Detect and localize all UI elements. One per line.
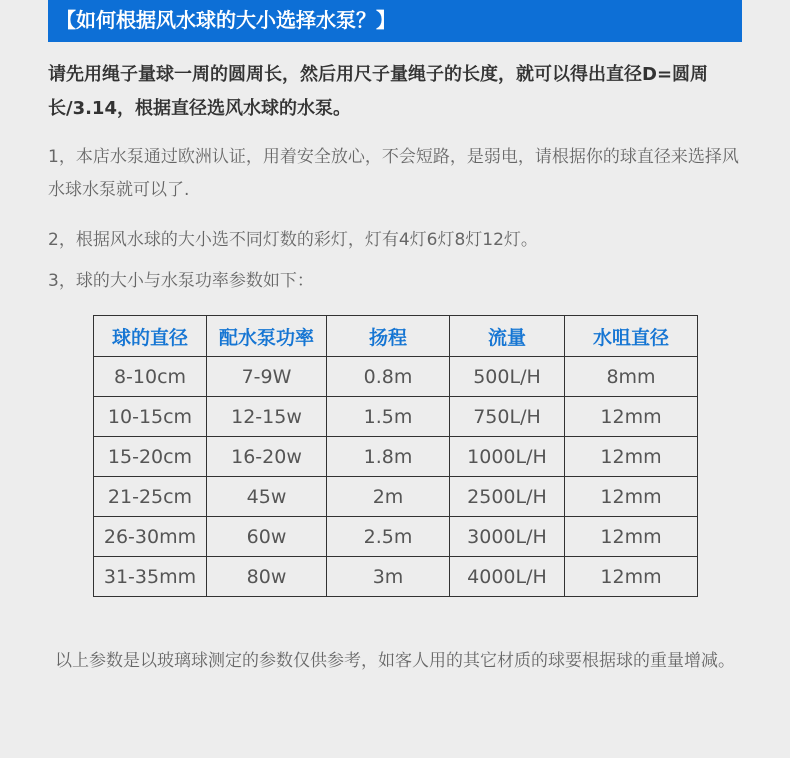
cell-lift-height: 2m <box>327 477 450 517</box>
cell-pump-power: 12-15w <box>207 397 327 437</box>
cell-lift-height: 2.5m <box>327 517 450 557</box>
cell-nozzle-diameter: 8mm <box>565 357 698 397</box>
cell-lift-height: 1.5m <box>327 397 450 437</box>
cell-ball-diameter: 15-20cm <box>94 437 207 477</box>
table-row <box>94 397 698 437</box>
cell-nozzle-diameter: 12mm <box>565 477 698 517</box>
intro-paragraph: 请先用绳子量球一周的圆周长，然后用尺子量绳子的长度，就可以得出直径D=圆周长/3.14，根据直径选风水球的水泵。 <box>48 64 709 119</box>
cell-ball-diameter: 21-25cm <box>94 477 207 517</box>
cell-ball-diameter: 31-35mm <box>94 557 207 597</box>
cell-lift-height: 1.8m <box>327 437 450 477</box>
pump-spec-table <box>93 315 698 597</box>
note-2: 2，根据风水球的大小选不同灯数的彩灯，灯有4灯6灯8灯12灯。 <box>48 230 538 250</box>
cell-nozzle-diameter: 12mm <box>565 437 698 477</box>
table-row <box>94 517 698 557</box>
section-title: 【如何根据风水球的大小选择水泵？】 <box>56 8 396 32</box>
cell-ball-diameter: 8-10cm <box>94 357 207 397</box>
cell-ball-diameter: 26-30mm <box>94 517 207 557</box>
table-row <box>94 557 698 597</box>
cell-pump-power: 45w <box>207 477 327 517</box>
cell-pump-power: 7-9W <box>207 357 327 397</box>
cell-nozzle-diameter: 12mm <box>565 557 698 597</box>
cell-flow-rate: 1000L/H <box>450 437 565 477</box>
header-flow-rate: 流量 <box>450 316 565 357</box>
header-nozzle-diameter: 水咀直径 <box>565 316 698 357</box>
cell-nozzle-diameter: 12mm <box>565 517 698 557</box>
cell-flow-rate: 4000L/H <box>450 557 565 597</box>
header-ball-diameter: 球的直径 <box>94 316 207 357</box>
footer-disclaimer: 以上参数是以玻璃球测定的参数仅供参考，如客人用的其它材质的球要根据球的重量增减。 <box>55 651 735 671</box>
cell-ball-diameter: 10-15cm <box>94 397 207 437</box>
table-row <box>94 357 698 397</box>
cell-flow-rate: 2500L/H <box>450 477 565 517</box>
table-row <box>94 437 698 477</box>
table-header-row <box>94 316 698 357</box>
header-pump-power: 配水泵功率 <box>207 316 327 357</box>
table-row <box>94 477 698 517</box>
cell-lift-height: 3m <box>327 557 450 597</box>
cell-pump-power: 16-20w <box>207 437 327 477</box>
note-3: 3，球的大小与水泵功率参数如下： <box>48 271 314 291</box>
cell-pump-power: 80w <box>207 557 327 597</box>
cell-flow-rate: 750L/H <box>450 397 565 437</box>
cell-flow-rate: 500L/H <box>450 357 565 397</box>
note-1: 1，本店水泵通过欧洲认证，用着安全放心，不会短路，是弱电，请根据你的球直径来选择风水球水泵就可以了. <box>48 147 739 200</box>
section-title-banner <box>48 0 742 42</box>
header-lift-height: 扬程 <box>327 316 450 357</box>
cell-pump-power: 60w <box>207 517 327 557</box>
cell-lift-height: 0.8m <box>327 357 450 397</box>
cell-flow-rate: 3000L/H <box>450 517 565 557</box>
cell-nozzle-diameter: 12mm <box>565 397 698 437</box>
